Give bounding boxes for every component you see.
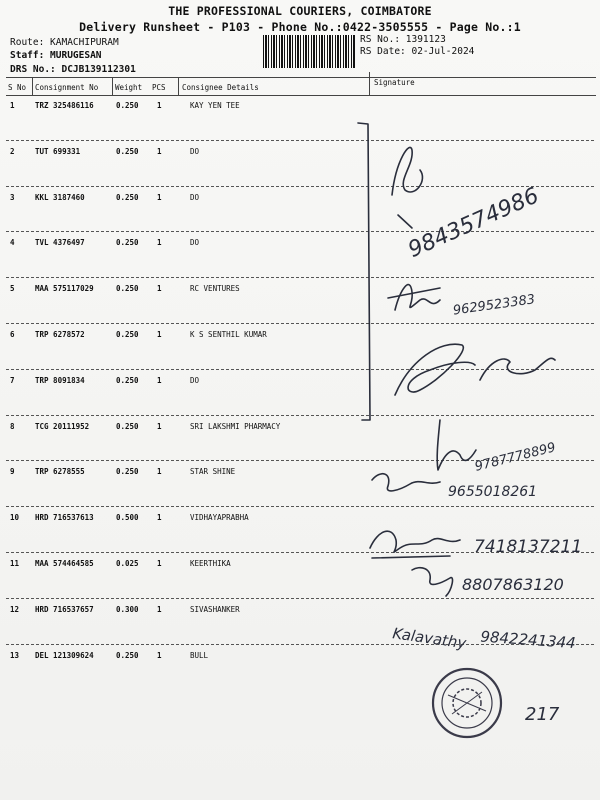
drs-number: DRS No.: DCJB139112301 xyxy=(10,64,136,75)
row-pcs: 1 xyxy=(157,559,162,568)
row-consignee: DO xyxy=(190,238,200,248)
row-pcs: 1 xyxy=(157,467,162,477)
row-consignee: KEERTHIKA xyxy=(190,559,231,568)
signature-10 xyxy=(370,531,460,552)
row-sno: 3 xyxy=(10,192,15,202)
row-sno: 7 xyxy=(10,375,15,385)
row-consignment-no: TRP 6278555 xyxy=(35,467,85,477)
row-weight: 0.500 xyxy=(116,513,139,523)
handwritten-phone-11: 8807863120 xyxy=(462,575,564,594)
row-consignment-no: TRZ 325486116 xyxy=(35,101,94,110)
row-consignment-no: TVL 4376497 xyxy=(35,238,85,248)
col-header-weight: Weight xyxy=(115,83,143,92)
row-sno: 10 xyxy=(10,513,20,523)
col-header-signature: Signature xyxy=(374,78,415,87)
row-sno: 2 xyxy=(10,146,15,156)
row-pcs: 1 xyxy=(157,650,162,660)
signature-9 xyxy=(372,474,440,491)
row-pcs: 1 xyxy=(157,421,162,431)
runsheet-subtitle: Delivery Runsheet - P103 - Phone No.:0422-3505555 - Page No.:1 xyxy=(79,20,521,34)
row-consignment-no: TCG 20111952 xyxy=(35,421,90,431)
row-weight: 0.300 xyxy=(116,604,139,614)
rs-date: RS Date: 02-Jul-2024 xyxy=(360,46,475,57)
row-sno: 13 xyxy=(10,650,20,660)
handwritten-phone-5: 9629523383 xyxy=(452,292,537,319)
col-header-sno: S No xyxy=(8,83,27,92)
signature-8 xyxy=(437,420,476,470)
row-pcs: 1 xyxy=(157,513,162,523)
signature-2 xyxy=(392,147,422,195)
handwritten-phone-1: 9843574986 xyxy=(404,183,543,264)
company-title: THE PROFESSIONAL COURIERS, COIMBATORE xyxy=(168,4,432,18)
signature-2 xyxy=(398,215,412,228)
signature-11 xyxy=(412,568,453,596)
row-pcs: 1 xyxy=(157,101,162,110)
row-consignment-no: KKL 3187460 xyxy=(35,192,85,202)
route-label: Route: KAMACHIPURAM xyxy=(10,37,119,48)
staff-label: Staff: MURUGESAN xyxy=(10,50,102,61)
signature-5 xyxy=(395,285,440,310)
col-header-consignee: Consignee Details xyxy=(182,83,259,92)
row-consignee: BULL xyxy=(190,650,209,660)
row-consignee: RC VENTURES xyxy=(190,284,240,294)
row-consignee: KAY YEN TEE xyxy=(190,101,240,110)
row-consignee: K S SENTHIL KUMAR xyxy=(190,330,267,339)
row-consignee: SIVASHANKER xyxy=(190,604,240,614)
signature-6 xyxy=(395,344,475,395)
row-sno: 11 xyxy=(10,559,20,568)
row-pcs: 1 xyxy=(157,604,162,614)
rs-number: RS No.: 1391123 xyxy=(360,34,446,45)
handwritten-phone-8: 9787778899 xyxy=(473,440,558,475)
row-consignee: DO xyxy=(190,146,200,156)
row-weight: 0.250 xyxy=(116,238,139,248)
row-pcs: 1 xyxy=(157,238,162,248)
row-pcs: 1 xyxy=(157,330,162,339)
bracket-mark xyxy=(358,123,370,420)
handwritten-phone-12: 9842241344 xyxy=(479,627,577,653)
row-consignment-no: TRP 8091834 xyxy=(35,375,85,385)
row-consignment-no: MAA 574464585 xyxy=(35,559,94,568)
row-weight: 0.250 xyxy=(116,375,139,385)
row-consignee: STAR SHINE xyxy=(190,467,236,477)
col-header-consignment: Consignment No xyxy=(35,83,99,92)
row-consignment-no: TUT 699331 xyxy=(35,146,81,156)
row-weight: 0.025 xyxy=(116,559,139,568)
row-consignment-no: HRD 716537613 xyxy=(35,513,94,523)
row-sno: 4 xyxy=(10,238,15,248)
row-pcs: 1 xyxy=(157,192,162,202)
row-consignment-no: HRD 716537657 xyxy=(35,604,94,614)
row-pcs: 1 xyxy=(157,375,162,385)
row-sno: 8 xyxy=(10,421,15,431)
row-consignee: SRI LAKSHMI PHARMACY xyxy=(190,421,281,431)
col-header-pcs: PCS xyxy=(152,83,166,92)
row-weight: 0.250 xyxy=(116,146,139,156)
row-weight: 0.250 xyxy=(116,421,139,431)
row-weight: 0.250 xyxy=(116,284,139,294)
row-consignee: DO xyxy=(190,375,200,385)
delivery-stamp xyxy=(433,669,501,737)
handwritten-name-12: Kalavathy xyxy=(391,624,468,653)
handwritten-phone-10: 7418137211 xyxy=(474,537,583,557)
row-consignee: VIDHAYAPRABHA xyxy=(190,513,249,523)
signature-5 xyxy=(388,288,440,298)
row-consignee: DO xyxy=(190,192,200,202)
row-weight: 0.250 xyxy=(116,467,139,477)
row-sno: 12 xyxy=(10,604,20,614)
row-sno: 6 xyxy=(10,330,15,339)
row-weight: 0.250 xyxy=(116,650,139,660)
row-weight: 0.250 xyxy=(116,192,139,202)
row-pcs: 1 xyxy=(157,284,162,294)
handwritten-phone-9: 9655018261 xyxy=(448,484,538,500)
signature-10 xyxy=(372,556,450,558)
row-consignment-no: DEL 121309624 xyxy=(35,650,94,660)
row-sno: 5 xyxy=(10,284,15,294)
row-weight: 0.250 xyxy=(116,330,139,339)
row-pcs: 1 xyxy=(157,146,162,156)
row-weight: 0.250 xyxy=(116,101,139,110)
handwritten-stamp-number: 217 xyxy=(525,704,560,725)
row-sno: 9 xyxy=(10,467,15,477)
row-sno: 1 xyxy=(10,101,15,110)
row-consignment-no: TRP 6278572 xyxy=(35,330,85,339)
row-consignment-no: MAA 575117029 xyxy=(35,284,94,294)
signature-7 xyxy=(480,358,555,380)
